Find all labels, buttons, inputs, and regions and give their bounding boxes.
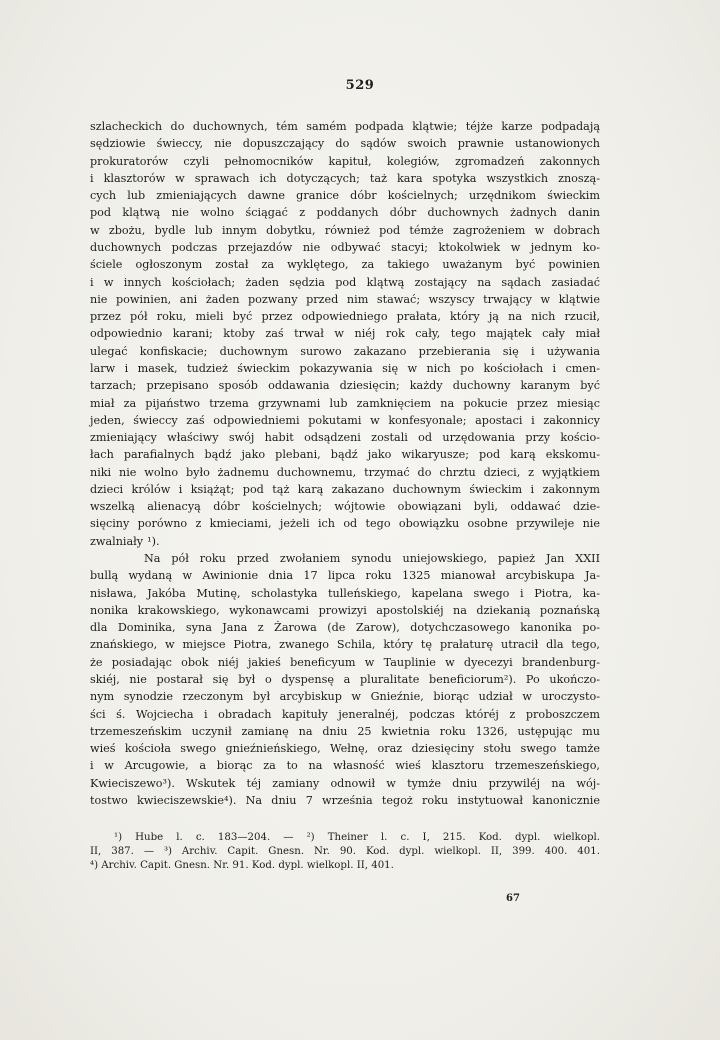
text-line: nisława, Jakóba Mutinę, scholastyka tulleńskiego, kapelana swego i Piotra, ka- [90,586,600,600]
main-text [90,118,600,809]
text-line: cych lub zmieniających dawne granice dóbr kościelnych; urzędnikom świeckim [90,189,600,203]
footnote-line: ¹) Hube l. c. 183—204. — ²) Theiner l. c. I, 215. Kod. dypl. wielkopl. [114,832,600,843]
text-line: trzemeszeńskim uczynił zamianę na dniu 25 kwietnia roku 1326, ustępując mu [90,724,600,738]
text-line: dzieci królów i książąt; pod tąż karą zakazano duchownym świeckim i zakonnym [90,482,600,496]
text-line: Na pół roku przed zwołaniem synodu uniejowskiego, papież Jan XXII [144,552,600,566]
footnote-line: ⁴) Archiv. Capit. Gnesn. Nr. 91. Kod. dypl. wielkopl. II, 401. [90,860,394,872]
paragraph-2 [90,550,600,809]
text-line: i w innych kościołach; żaden sędzia pod klątwą zostający na sądach zasiadać [90,275,600,289]
text-line: skiéj, nie postarał się był o dyspensę a pluralitate beneficiorum²). Po ukończo- [90,673,600,686]
text-line: prokuratorów czyli pełnomocników kapituł, kolegiów, zgromadzeń zakonnych [90,154,600,168]
text-line: dla Dominika, syna Jana z Żarowa (de Zarow), dotychczasowego kanonika po- [90,621,600,635]
text-line: pod klątwą nie wolno ściągać z poddanych dóbr duchownych żadnych danin [90,206,600,220]
text-line: sięciny porówno z kmieciami, jeżeli ich od tego obowiązku osobne przywileje nie [90,517,600,531]
text-line: zwalniały ¹). [90,534,160,548]
text-line: łach parafialnych bądź jako plebani, bądź jako wikaryusze; pod karą ekskomu- [90,448,600,462]
text-line: jeden, świeccy zaś odpowiedniemi pokutami w konfesyonale; apostaci i zakonnicy [90,413,600,427]
text-line: larw i masek, tudzież świeckim pokazywania się w nich po kościołach i cmen- [90,361,600,375]
text-line: nym synodzie rzeczonym był arcybiskup w Gnieźnie, biorąc udział w uroczysto- [90,690,600,704]
paragraph-1 [90,118,600,550]
text-line: tostwo kwieciszewskie⁴). Na dniu 7 września tegoż roku instytuował kanonicznie [90,793,600,807]
footnotes [90,831,600,874]
text-line: niki nie wolno było żadnemu duchownemu, trzymać do chrztu dzieci, z wyjątkiem [90,465,600,479]
text-line: wieś kościoła swego gnieźnieńskiego, Wełnę, oraz dziesięciny stołu swego tamże [90,742,600,756]
text-line: że posiadając obok niéj jakieś beneficyum w Tauplinie w dyecezyi brandenburg- [90,655,600,669]
page-number: 529 [345,78,375,93]
text-line: bullą wydaną w Awinionie dnia 17 lipca roku 1325 mianował arcybiskupa Ja- [90,569,600,583]
text-line: i klasztorów w sprawach ich dotyczących; taż kara spotyka wszystkich znoszą- [90,171,600,185]
text-line: znańskiego, w miejsce Piotra, zwanego Schila, który tę prałaturę utracił dla tego, [90,638,600,652]
footnote-line: II, 387. — ³) Archiv. Capit. Gnesn. Nr. 90. Kod. dypl. wielkopl. II, 399. 400. 401. [90,846,600,858]
text-line: ulegać konfiskacie; duchownym surowo zakazano przebierania się i używania [90,344,600,358]
text-line: ściele ogłoszonym został za wyklętego, za takiego uważanym być powinien [90,258,600,272]
text-line: Kwieciszewo³). Wskutek téj zamiany odnowił w tymże dniu przywiléj na wój- [90,776,600,790]
text-line: ści ś. Wojciecha i obradach kapituły jeneralnéj, podczas któréj z proboszczem [90,707,600,721]
text-line: i w Arcugowie, a biorąc za to na własność wieś klasztoru trzemeszeńskiego, [90,759,600,773]
text-line: duchownych podczas przejazdów nie odbywać stacyi; ktokolwiek w jednym ko- [90,240,600,254]
text-line: przez pół roku, mieli być przez odpowiedniego prałata, który ją na nich rzucił, [90,310,600,324]
printer-signature-mark: 67 [506,893,520,904]
text-line: w zbożu, bydle lub innym dobytku, również pod témże zagrożeniem w dobrach [90,223,600,237]
text-line: nonika krakowskiego, wykonawcami prowizyi apostolskiéj na dziekanią poznańską [90,603,600,617]
text-line: nie powinien, ani żaden pozwany przed nim stawać; wszyscy trwający w klątwie [90,292,600,306]
text-line: tarzach; przepisano sposób oddawania dziesięcin; każdy duchowny karanym być [90,379,600,393]
text-line: odpowiednio karani; ktoby zaś trwał w niéj rok cały, tego majątek cały miał [90,327,600,341]
text-line: wszelką alienacyą dóbr kościelnych; wójtowie obowiązani byli, oddawać dzie- [90,500,600,514]
text-line: sędziowie świeccy, nie dopuszczający do sądów swoich prawnie ustanowionych [90,137,600,151]
text-line: miał za pijaństwo trzema grzywnami lub zamknięciem na pokucie przez miesiąc [90,396,600,410]
text-line: szlacheckich do duchownych, tém samém podpada klątwie; téjże karze podpadają [90,120,600,133]
text-line: zmieniający właściwy swój habit odsądzeni zostali od urzędowania przy kościo- [90,431,600,445]
